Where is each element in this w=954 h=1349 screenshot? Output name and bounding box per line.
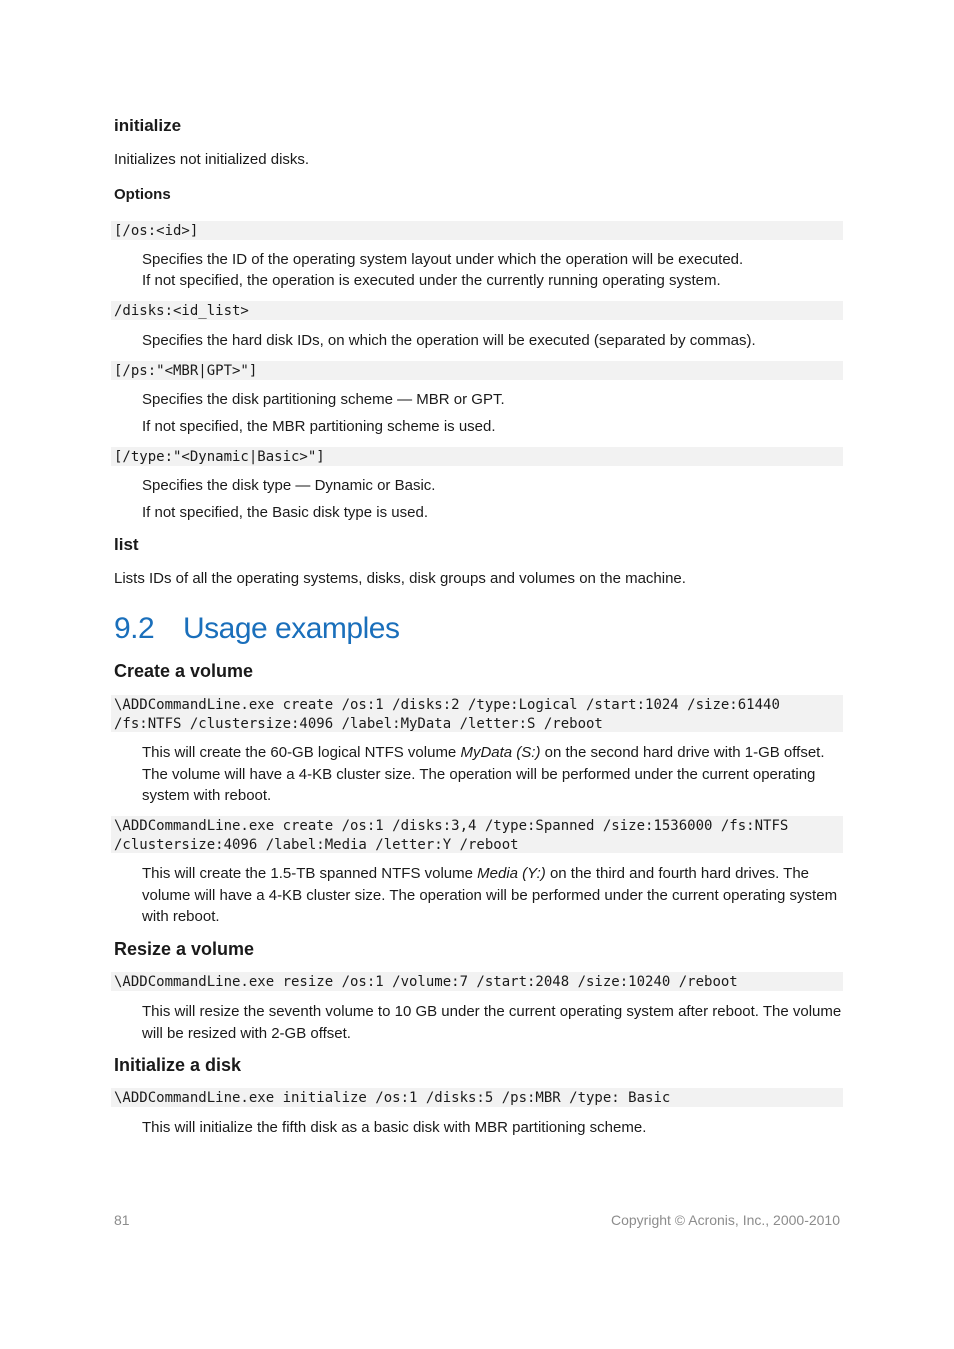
create-example-1-code-line-1: \ADDCommandLine.exe create /os:1 /disks:2 /type:Logical /start:1024 /size:61440 bbox=[114, 697, 780, 713]
initialize-disk-code: \ADDCommandLine.exe initialize /os:1 /disks:5 /ps:MBR /type: Basic bbox=[111, 1088, 843, 1107]
option-type-desc-2: If not specified, the Basic disk type is used. bbox=[142, 504, 428, 521]
section-heading bbox=[114, 612, 399, 646]
option-ps-code: [/ps:"<MBR|GPT>"] bbox=[111, 361, 843, 380]
create-example-2-text-pre: This will create the 1.5-TB spanned NTFS volume bbox=[142, 865, 478, 882]
resize-volume-heading: Resize a volume bbox=[114, 939, 255, 959]
create-example-2-code-line-1: \ADDCommandLine.exe create /os:1 /disks:3,4 /type:Spanned /size:1536000 /fs:NTFS bbox=[114, 818, 789, 834]
resize-example-code: \ADDCommandLine.exe resize /os:1 /volume:7 /start:2048 /size:10240 /reboot bbox=[111, 972, 843, 991]
create-example-2-text bbox=[142, 863, 842, 928]
initialize-heading: initialize bbox=[114, 116, 182, 135]
volume-name-media: Media (Y:) bbox=[477, 865, 546, 882]
create-example-1-text bbox=[142, 742, 842, 807]
option-ps-desc-1: Specifies the disk partitioning scheme — MBR or GPT. bbox=[142, 391, 505, 408]
create-example-1-text-pre: This will create the 60-GB logical NTFS volume bbox=[142, 744, 461, 761]
initialize-disk-text: This will initialize the fifth disk as a basic disk with MBR partitioning scheme. bbox=[142, 1119, 647, 1136]
option-disks-desc: Specifies the hard disk IDs, on which the operation will be executed (separated by commas). bbox=[142, 332, 756, 349]
create-volume-heading: Create a volume bbox=[114, 661, 254, 681]
create-example-1-text-post: on the second hard drive with 1-GB offset. The volume will have a 4-KB cluster size. The operation will be performed under the current operating system with reboot. bbox=[142, 744, 825, 804]
create-example-1-code bbox=[111, 695, 843, 732]
list-description: Lists IDs of all the operating systems, disks, disk groups and volumes on the machine. bbox=[114, 570, 686, 587]
option-ps-desc-2: If not specified, the MBR partitioning scheme is used. bbox=[142, 418, 496, 435]
volume-name-mydata: MyData (S:) bbox=[460, 744, 541, 761]
option-type-code: [/type:"<Dynamic|Basic>"] bbox=[111, 447, 843, 466]
copyright: Copyright © Acronis, Inc., 2000-2010 bbox=[611, 1212, 840, 1228]
page-number: 81 bbox=[114, 1212, 130, 1228]
option-os-code: [/os:<id>] bbox=[111, 221, 843, 240]
options-label: Options bbox=[114, 186, 171, 203]
resize-example-text: This will resize the seventh volume to 10 GB under the current operating system after reboot. The volume will be resized with 2-GB offset. bbox=[142, 1003, 842, 1042]
option-disks-code: /disks:<id_list> bbox=[111, 301, 843, 320]
initialize-disk-heading: Initialize a disk bbox=[114, 1055, 242, 1075]
section-title: Usage examples bbox=[183, 612, 400, 645]
option-type-desc-1: Specifies the disk type — Dynamic or Basic. bbox=[142, 477, 436, 494]
create-example-2-text-post: on the third and fourth hard drives. The volume will have a 4-KB cluster size. The operation will be performed under the current operating system with reboot. bbox=[142, 865, 838, 925]
create-example-2-code bbox=[111, 816, 843, 853]
option-os-desc-1: Specifies the ID of the operating system layout under which the operation will be executed. bbox=[142, 251, 744, 268]
section-number: 9.2 bbox=[114, 612, 155, 645]
initialize-description: Initializes not initialized disks. bbox=[114, 151, 310, 168]
option-os-desc-2: If not specified, the operation is executed under the currently running operating system. bbox=[142, 272, 721, 289]
create-example-2-code-line-2: /clustersize:4096 /label:Media /letter:Y /reboot bbox=[114, 836, 519, 853]
create-example-1-code-line-2: /fs:NTFS /clustersize:4096 /label:MyData /letter:S /reboot bbox=[114, 715, 603, 732]
list-heading: list bbox=[114, 535, 139, 554]
